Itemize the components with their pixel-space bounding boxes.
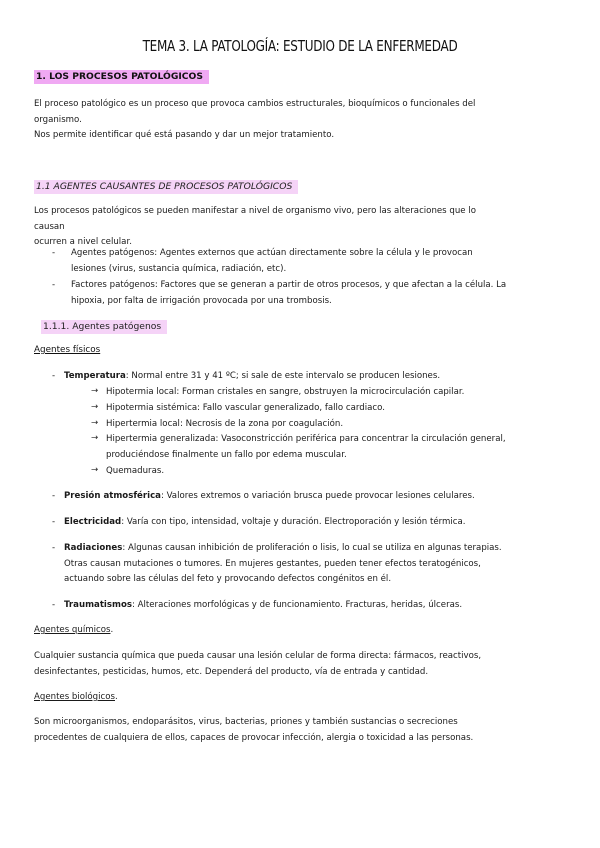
sub-list-item: Quemaduras. [106, 466, 165, 476]
arrow-right-icon: → [91, 433, 99, 443]
arrow-right-icon: → [91, 402, 99, 412]
list-dash: - [52, 248, 56, 258]
arrow-right-icon: → [91, 465, 99, 475]
paragraph-line: Cualquier sustancia química que pueda causar una lesión celular de forma directa: fármacos, reactivos, [34, 651, 482, 661]
arrow-right-icon: → [91, 418, 99, 428]
paragraph-line: desinfectantes, pesticidas, humos, etc. Dependerá del producto, vía de entrada y cantidad. [34, 666, 429, 677]
list-dash: - [52, 600, 56, 610]
section-1-1-1-heading: 1.1.1. Agentes patógenos [41, 320, 167, 334]
list-item-line: lesiones (virus, sustancia química, radiación, etc). [71, 263, 287, 274]
list-item-line: Agentes patógenos: Agentes externos que actúan directamente sobre la célula y le provocan [71, 248, 473, 258]
sub-list-item-line: Hipertermia generalizada: Vasoconstricción periférica para concentrar la circulación general, [106, 434, 506, 444]
list-dash: - [52, 371, 56, 381]
temperatura-text: : Normal entre 31 y 41 ºC; si sale de este intervalo se producen lesiones. [125, 371, 441, 381]
list-item [71, 246, 531, 277]
presion-label: Presión atmosférica [64, 491, 161, 501]
electricidad-label: Electricidad [64, 517, 122, 527]
agentes-quimicos-title: Agentes químicos [34, 625, 111, 635]
section-1-paragraph [34, 97, 504, 144]
list-item-line: actuando sobre las células del feto y provocando defectos congénitos en él. [64, 574, 392, 584]
paragraph-line: El proceso patológico es un proceso que provoca cambios estructurales, bioquímicos o funcionales del [34, 99, 476, 109]
traumatismos-item [64, 598, 462, 614]
temperatura-item [64, 369, 440, 385]
section-1-1-paragraph [34, 204, 504, 251]
agentes-fisicos-title: Agentes físicos [34, 345, 101, 355]
traumatismos-text: : Alteraciones morfológicas y de funcionamiento. Fracturas, heridas, úlceras. [131, 600, 463, 610]
heading-dot: . [110, 625, 114, 635]
electricidad-text: : Varía con tipo, intensidad, voltaje y duración. Electroporación y lesión térmica. [121, 517, 466, 527]
sub-list-item: Hipotermia sistémica: Fallo vascular generalizado, fallo cardiaco. [106, 403, 385, 413]
list-dash: - [52, 543, 56, 553]
agentes-quimicos-paragraph [34, 649, 504, 680]
sub-list-item-line: produciéndose finalmente un fallo por edema muscular. [106, 449, 347, 460]
agentes-biologicos-title: Agentes biológicos [34, 692, 115, 702]
paragraph-line: Los procesos patológicos se pueden manifestar a nivel de organismo vivo, pero las alteraciones que lo causan [34, 206, 476, 232]
section-1-heading: 1. LOS PROCESOS PATOLÓGICOS [34, 70, 209, 84]
presion-item [64, 489, 475, 505]
agentes-quimicos-heading [34, 623, 113, 639]
arrow-right-icon: → [91, 386, 99, 396]
sub-list-item: Hipotermia local: Forman cristales en sangre, obstruyen la microcirculación capilar. [106, 387, 465, 397]
paragraph-line: Nos permite identificar qué está pasando y dar un mejor tratamiento. [34, 130, 335, 140]
list-dash: - [52, 491, 56, 501]
list-dash: - [52, 280, 56, 290]
list-dash: - [52, 517, 56, 527]
list-item [71, 278, 531, 309]
traumatismos-label: Traumatismos [64, 600, 132, 610]
section-1-1-heading: 1.1 AGENTES CAUSANTES DE PROCESOS PATOLÓGICOS [34, 180, 298, 194]
heading-dot: . [114, 692, 118, 702]
radiaciones-label: Radiaciones [64, 543, 123, 553]
list-item-line: Otras causan mutaciones o tumores. En mujeres gestantes, pueden tener efectos teratogénicos, [64, 558, 481, 569]
radiaciones-item [64, 541, 534, 588]
paragraph-line: organismo. [34, 114, 82, 125]
sub-list-item: Hipertermia local: Necrosis de la zona por coagulación. [106, 419, 344, 429]
list-item-line: hipoxia, por falta de irrigación provocada por una trombosis. [71, 295, 332, 306]
agentes-biologicos-heading [34, 690, 118, 706]
paragraph-line: ocurren a nivel celular. [34, 237, 132, 247]
paragraph-line: Son microorganismos, endoparásitos, virus, bacterias, priones y también sustancias o secreciones [34, 717, 458, 727]
page-title: TEMA 3. LA PATOLOGÍA: ESTUDIO DE LA ENFERMEDAD [142, 37, 458, 55]
paragraph-line: procedentes de cualquiera de ellos, capaces de provocar infección, alergia o toxicidad a las personas. [34, 732, 474, 743]
agentes-biologicos-paragraph [34, 715, 514, 746]
temperatura-label: Temperatura [64, 371, 126, 381]
electricidad-item [64, 515, 466, 531]
presion-text: : Valores extremos o variación brusca puede provocar lesiones celulares. [160, 491, 475, 501]
list-item-line: Factores patógenos: Factores que se generan a partir de otros procesos, y que afectan a la célula. La [71, 280, 507, 290]
sub-list-item [106, 432, 526, 463]
radiaciones-text: : Algunas causan inhibición de proliferación o lisis, lo cual se utiliza en algunas terapias. [122, 543, 502, 553]
